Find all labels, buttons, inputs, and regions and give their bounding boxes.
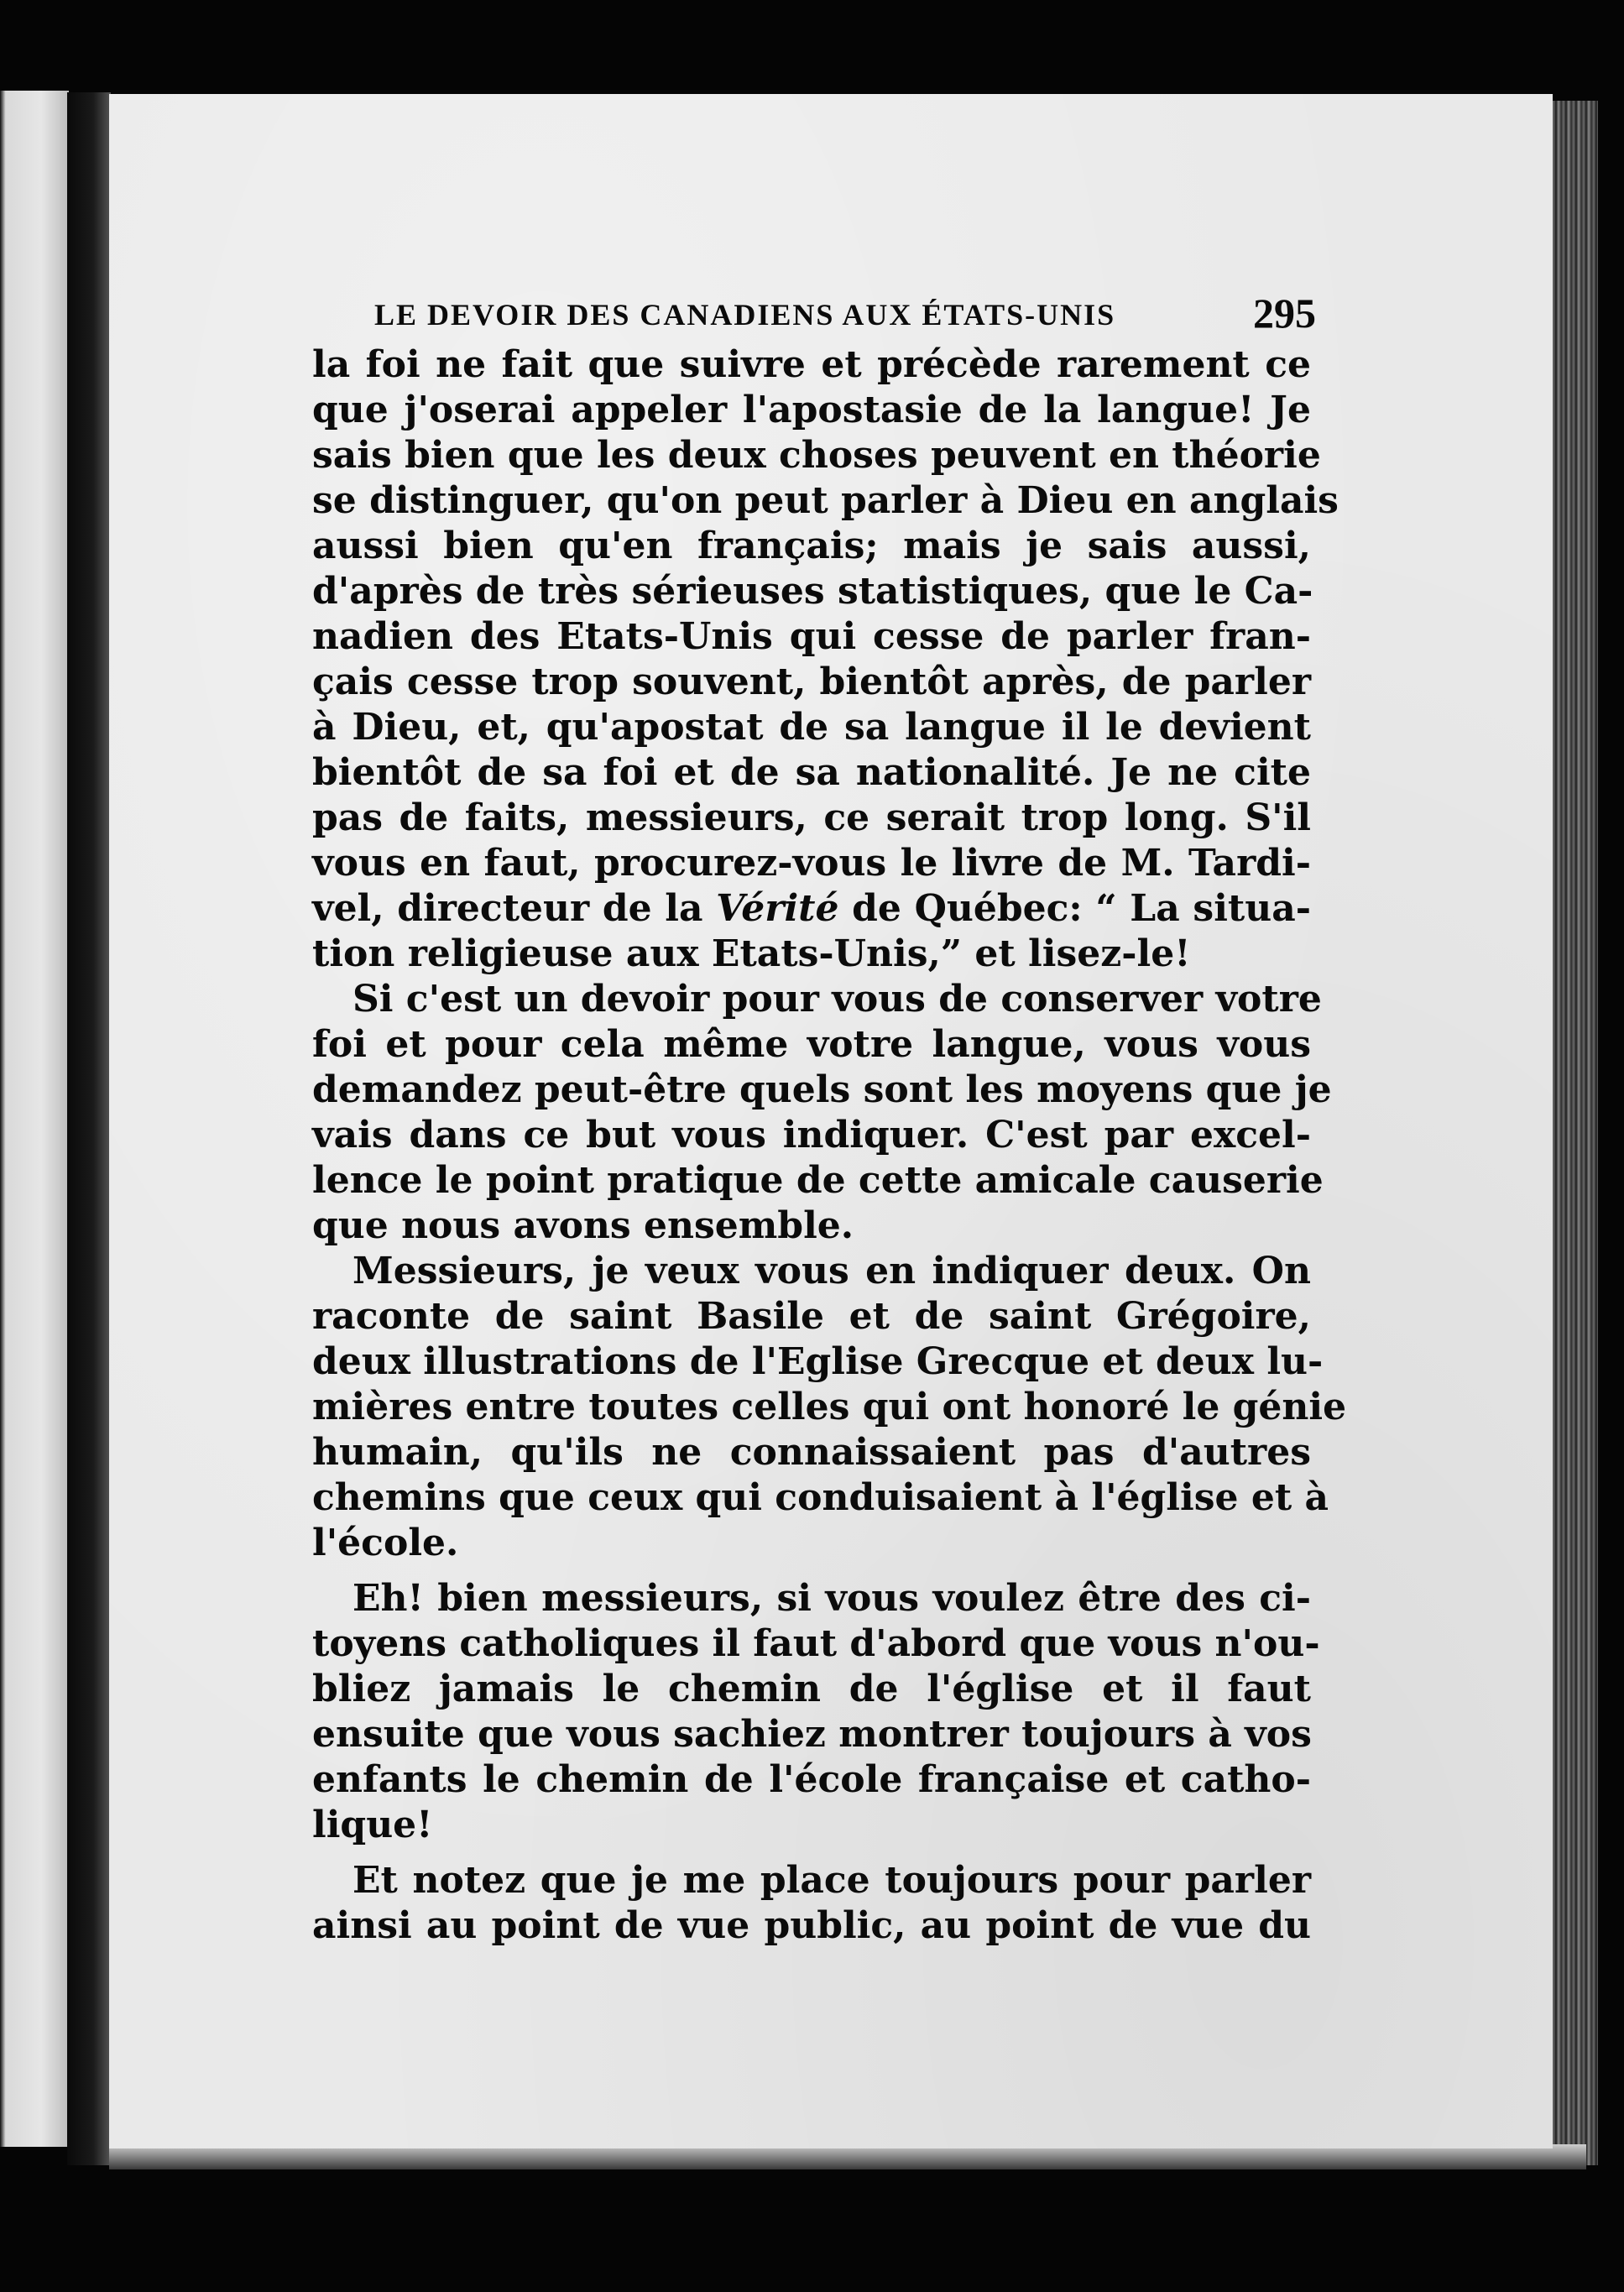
page-stack-edge <box>1551 101 1598 2165</box>
text-line: Eh! bien messieurs, si vous voulez être des ci- <box>352 1577 1311 1620</box>
text-line: mières entre toutes celles qui ont honoré le génie <box>312 1386 1347 1428</box>
text-line: se distinguer, qu'on peut parler à Dieu en anglais <box>312 479 1339 522</box>
text-line: à Dieu, et, qu'apostat de sa langue il le devient <box>312 706 1311 749</box>
text-line: pas de faits, messieurs, ce serait trop long. S'il <box>312 796 1311 839</box>
book-binding-shadow <box>67 92 111 2165</box>
text-line: çais cesse trop souvent, bientôt après, de parler <box>312 660 1311 703</box>
text-line: aussi bien qu'en français; mais je sais aussi, <box>312 525 1311 567</box>
paragraph-2 <box>312 977 1332 1249</box>
text-line: Si c'est un devoir pour vous de conserver votre <box>352 978 1322 1021</box>
text-line: nadien des Etats-Unis qui cesse de parler fran- <box>312 615 1311 658</box>
paragraph-4 <box>312 1576 1320 1848</box>
text-line: que j'oserai appeler l'apostasie de la langue! Je <box>312 389 1311 431</box>
text-line: chemins que ceux qui conduisaient à l'église et à <box>312 1476 1329 1519</box>
text-line: humain, qu'ils ne connaissaient pas d'autres <box>312 1431 1311 1474</box>
text-line: que nous avons ensemble. <box>312 1204 854 1247</box>
paragraph-5 <box>312 1858 1311 1949</box>
text-line: Messieurs, je veux vous en indiquer deux. On <box>352 1250 1311 1292</box>
text-line: vais dans ce but vous indiquer. C'est par excel- <box>312 1114 1311 1156</box>
left-page-edge <box>0 91 69 2147</box>
text-line: demandez peut-être quels sont les moyens que je <box>312 1068 1332 1111</box>
text-line: sais bien que les deux choses peuvent en théorie <box>312 434 1321 477</box>
running-head <box>374 285 1314 339</box>
text-line: lique! <box>312 1804 433 1846</box>
text-line: foi et pour cela même votre langue, vous vous <box>312 1023 1311 1066</box>
text-line: bientôt de sa foi et de sa nationalité. Je ne cite <box>312 751 1311 794</box>
text-block <box>312 285 1347 1949</box>
paragraph-1 <box>312 342 1339 977</box>
text-line: l'école. <box>312 1522 459 1564</box>
running-title: LE DEVOIR DES CANADIENS AUX ÉTATS-UNIS <box>374 298 1116 332</box>
text-line: lence le point pratique de cette amicale causerie <box>312 1159 1324 1202</box>
text-line: Et notez que je me place toujours pour parler <box>352 1859 1311 1902</box>
page-number: 295 <box>1253 290 1316 337</box>
text-line: enfants le chemin de l'école française et catho- <box>312 1758 1311 1801</box>
text-line: raconte de saint Basile et de saint Grégoire, <box>312 1295 1311 1338</box>
paragraph-3 <box>312 1249 1347 1566</box>
text-line: vous en faut, procurez-vous le livre de M. Tardi- <box>312 842 1311 885</box>
text-line: tion religieuse aux Etats-Unis,” et lisez-le! <box>312 932 1191 975</box>
text-line: ensuite que vous sachiez montrer toujours à vos <box>312 1713 1312 1756</box>
text-line: la foi ne fait que suivre et précède rarement ce <box>312 343 1311 386</box>
italic-title: Vérité <box>716 887 839 930</box>
text-line: toyens catholiques il faut d'abord que vous n'ou- <box>312 1622 1320 1665</box>
text-line: d'après de très sérieuses statistiques, que le Ca- <box>312 570 1313 613</box>
text-line: ainsi au point de vue public, au point de vue du <box>312 1904 1311 1947</box>
text-line: deux illustrations de l'Eglise Grecque et deux lu- <box>312 1340 1324 1383</box>
text-line: vel, directeur de la Vérité de Québec: “ La situa- <box>312 887 1311 930</box>
text-line: bliez jamais le chemin de l'église et il faut <box>312 1668 1311 1710</box>
